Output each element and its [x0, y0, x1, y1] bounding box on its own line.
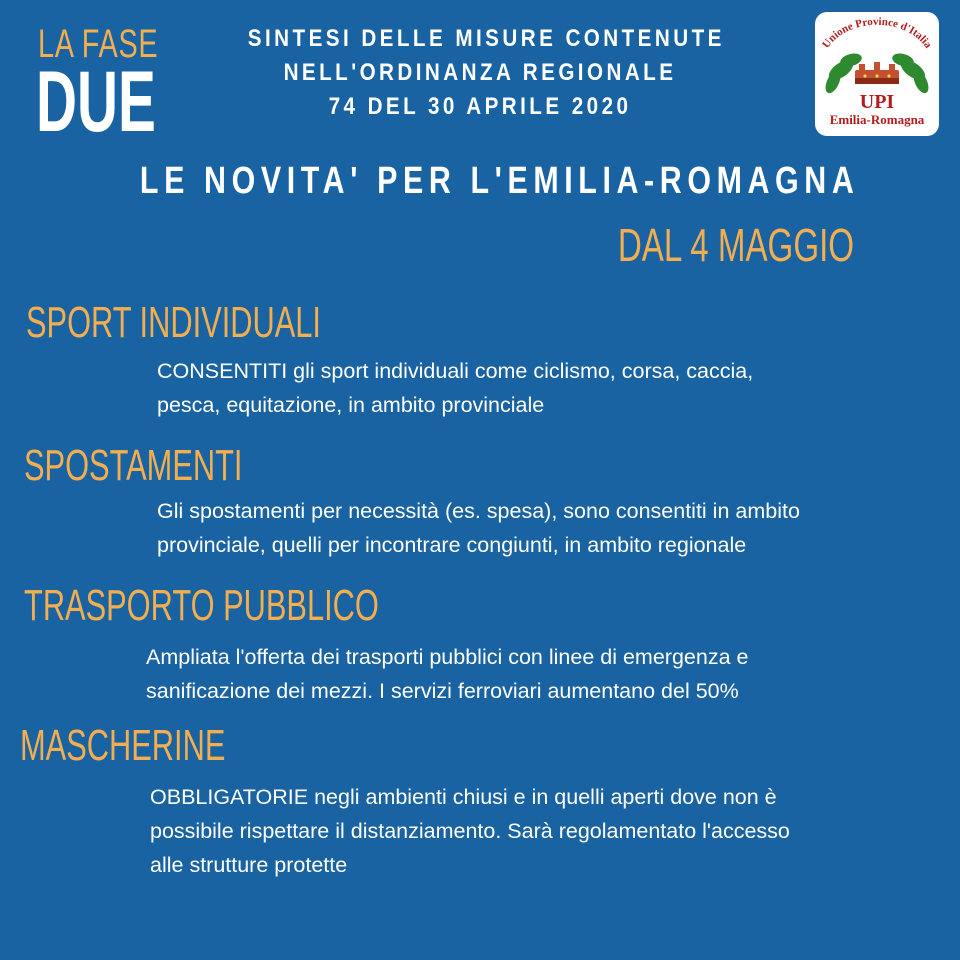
summary-line2: NELL'ORDINANZA REGIONALE	[283, 59, 677, 86]
section-title-mascherine: MASCHERINE	[20, 721, 226, 770]
page-title-text: LE NOVITA' PER L'EMILIA-ROMAGNA	[139, 160, 860, 202]
section-line: provinciale, quelli per incontrare congiunti, in ambito regionale	[157, 533, 747, 557]
section-line: Gli spostamenti per necessità (es. spesa), sono consentiti in ambito	[157, 499, 800, 523]
section-body-trasporto	[146, 640, 748, 708]
section-line: alle strutture protette	[150, 853, 348, 877]
logo-region: Emilia-Romagna	[829, 112, 925, 127]
upi-logo	[815, 12, 939, 136]
brand-line2: DUE	[36, 54, 156, 150]
logo-acronym: UPI	[859, 91, 895, 113]
section-title-trasporto: TRASPORTO PUBBLICO	[24, 581, 379, 630]
section-title-spostamenti: SPOSTAMENTI	[24, 441, 243, 490]
section-body-mascherine	[150, 780, 790, 882]
section-line: OBBLIGATORIE negli ambienti chiusi e in quelli aperti dove non è	[150, 785, 777, 809]
section-line: Ampliata l'offerta dei trasporti pubblici con linee di emergenza e	[146, 645, 749, 669]
section-line: pesca, equitazione, in ambito provinciale	[157, 393, 545, 417]
section-body-spostamenti	[157, 494, 800, 562]
section-line: possibile rispettare il distanziamento. Sarà regolamentato l'accesso	[150, 819, 790, 843]
ordinance-summary	[210, 22, 750, 124]
section-title-sport: SPORT INDIVIDUALI	[26, 298, 321, 347]
section-body-sport	[157, 354, 753, 422]
summary-line3: 74 DEL 30 APRILE 2020	[328, 93, 632, 120]
effective-date: DAL 4 MAGGIO	[617, 219, 854, 271]
brand-line1: LA FASE	[38, 22, 159, 66]
crown-icon	[855, 62, 899, 84]
logo-arc-text	[820, 16, 934, 51]
section-line: CONSENTITI gli sport individuali come ciclismo, corsa, caccia,	[157, 359, 754, 383]
page-title	[50, 156, 910, 206]
summary-line1: SINTESI DELLE MISURE CONTENUTE	[247, 25, 725, 52]
logo-arc-textpath: Unione Province d'Italia	[820, 15, 935, 51]
section-line: sanificazione dei mezzi. I servizi ferroviari aumentano del 50%	[146, 679, 739, 703]
